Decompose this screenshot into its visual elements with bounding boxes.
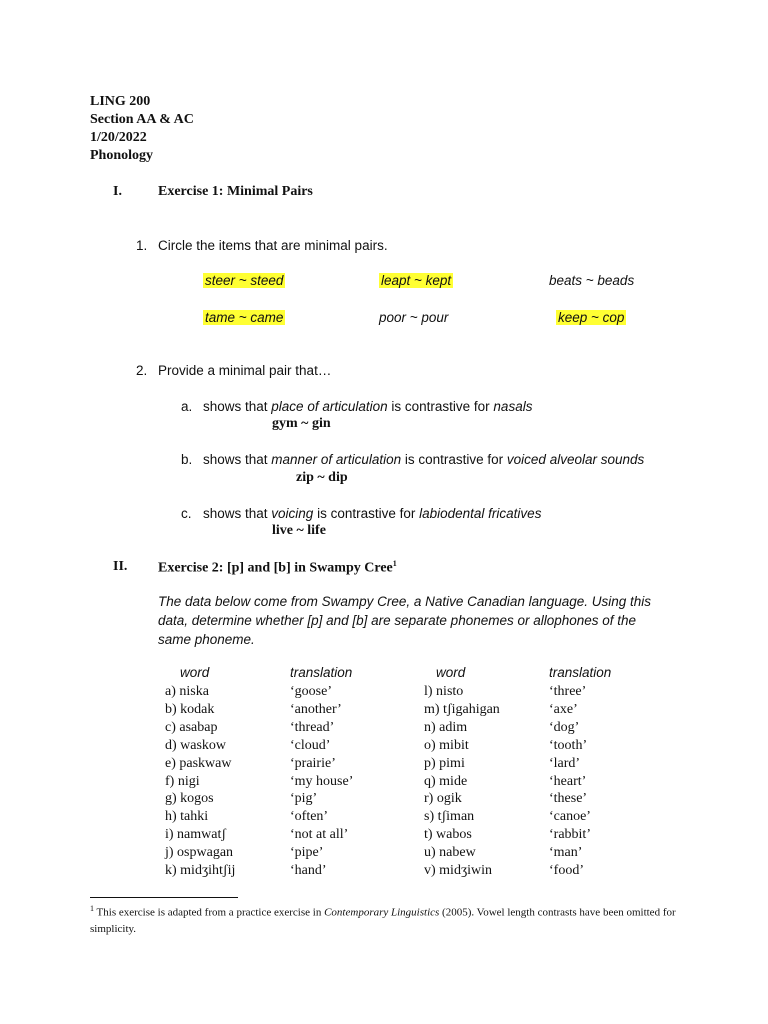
table-cell-word: i) namwatʃ — [165, 827, 227, 843]
exercise-1-title: Exercise 1: Minimal Pairs — [158, 184, 313, 199]
table-cell-translation: ‘tooth’ — [549, 737, 588, 753]
footnote: $^1$ This exercise is adapted from a practice exercise in Contemporary Linguistics (2005). Vowel length contrasts have been omitted for simplicity. — [90, 904, 676, 935]
table-cell-translation: ‘another’ — [290, 701, 342, 717]
column-header-translation: translation — [549, 665, 612, 680]
table-cell-word: m) tʃigahigan — [424, 701, 500, 717]
table-cell-translation: ‘often’ — [290, 809, 329, 825]
topic-label: Phonology — [90, 148, 154, 163]
table-cell-word: k) midʒihtʃij — [165, 863, 236, 878]
item-b-answer: zip ~ dip — [296, 470, 348, 485]
date-label: 1/20/2022 — [90, 130, 147, 145]
table-cell-word: o) mibit — [424, 737, 469, 753]
item-a-letter: a. — [181, 399, 193, 414]
table-cell-translation: ‘prairie’ — [290, 755, 336, 771]
table-cell-word: h) tahki — [165, 809, 209, 825]
minimal-pair-option — [379, 273, 453, 288]
table-cell-word: a) niska — [165, 684, 209, 699]
table-cell-translation: ‘cloud’ — [290, 737, 331, 753]
table-cell-translation: ‘three’ — [549, 684, 587, 699]
table-cell-word: d) waskow — [165, 737, 227, 753]
table-cell-translation: ‘these’ — [549, 791, 588, 807]
table-cell-word: v) midʒiwin — [424, 863, 493, 878]
table-cell-translation: ‘dog’ — [549, 719, 580, 735]
question-1-text: Circle the items that are minimal pairs. — [158, 238, 388, 253]
column-header-translation: translation — [290, 665, 353, 680]
section-numeral-1: I. — [113, 184, 122, 199]
item-b-prompt: shows that manner of articulation is contrastive for voiced alveolar sounds — [203, 452, 645, 467]
table-cell-translation: ‘not at all’ — [290, 827, 349, 843]
table-cell-translation: ‘my house’ — [290, 773, 354, 789]
table-cell-translation: ‘axe’ — [549, 701, 578, 717]
table-cell-word: s) tʃiman — [424, 809, 475, 825]
table-cell-word: b) kodak — [165, 701, 215, 717]
table-cell-translation: ‘hand’ — [290, 863, 327, 878]
table-cell-translation: ‘lard’ — [549, 755, 581, 771]
table-cell-word: g) kogos — [165, 791, 214, 807]
table-cell-word: l) nisto — [424, 684, 464, 699]
section-label: Section AA & AC — [90, 112, 194, 127]
minimal-pair-option — [549, 273, 634, 288]
table-cell-translation: ‘canoe’ — [549, 809, 591, 825]
table-cell-word: f) nigi — [165, 773, 200, 789]
item-a-answer: gym ~ gin — [272, 416, 331, 431]
item-c-prompt: shows that voicing is contrastive for labiodental fricatives — [203, 506, 542, 521]
exercise-2-instructions: The data below come from Swampy Cree, a Native Canadian language. Using this data, determine whether [p] and [b] are separate phonemes or allophones of the same phoneme. — [158, 594, 652, 647]
question-2-number: 2. — [136, 363, 148, 378]
pair-text: leapt ~ kept — [381, 273, 452, 288]
table-cell-word: e) paskwaw — [165, 755, 232, 771]
pair-text: keep ~ cop — [558, 310, 625, 325]
table-cell-translation: ‘thread’ — [290, 719, 335, 735]
table-cell-word: p) pimi — [424, 755, 465, 771]
table-cell-translation: ‘heart’ — [549, 773, 587, 789]
footnote-marker: 1 — [392, 559, 397, 568]
table-cell-word: n) adim — [424, 719, 468, 735]
exercise-2-title: Exercise 2: [p] and [b] in Swampy Cree$^1$ — [158, 559, 397, 576]
question-1-number: 1. — [136, 238, 148, 253]
minimal-pair-option — [556, 310, 626, 325]
pair-text: tame ~ came — [205, 310, 284, 325]
item-b-letter: b. — [181, 452, 193, 467]
item-a-prompt: shows that place of articulation is contrastive for nasals — [203, 399, 533, 414]
table-cell-word: t) wabos — [424, 827, 472, 843]
table-cell-translation: ‘pig’ — [290, 791, 318, 807]
table-cell-translation: ‘food’ — [549, 863, 584, 878]
minimal-pair-option — [203, 310, 285, 325]
footnote-divider — [90, 897, 238, 898]
course-code: LING 200 — [90, 94, 151, 109]
column-header-word: word — [436, 665, 466, 680]
table-cell-word: u) nabew — [424, 845, 476, 861]
minimal-pair-option — [203, 273, 285, 288]
column-header-word: word — [180, 665, 210, 680]
table-cell-word: r) ogik — [424, 791, 462, 807]
table-cell-translation: ‘goose’ — [290, 684, 332, 699]
pair-text: steer ~ steed — [205, 273, 284, 288]
section-numeral-2: II. — [113, 559, 128, 574]
question-2-text: Provide a minimal pair that… — [158, 363, 332, 378]
table-cell-word: j) ospwagan — [165, 845, 234, 861]
item-c-answer: live ~ life — [272, 523, 326, 538]
table-cell-word: q) mide — [424, 773, 468, 789]
table-cell-translation: ‘man’ — [549, 845, 583, 861]
table-cell-translation: ‘rabbit’ — [549, 827, 591, 843]
table-cell-word: c) asabap — [165, 719, 218, 735]
table-cell-translation: ‘pipe’ — [290, 845, 324, 861]
minimal-pair-option — [379, 310, 448, 325]
pair-text: beats ~ beads — [549, 273, 635, 288]
item-c-letter: c. — [181, 506, 192, 521]
pair-text: poor ~ pour — [379, 310, 449, 325]
